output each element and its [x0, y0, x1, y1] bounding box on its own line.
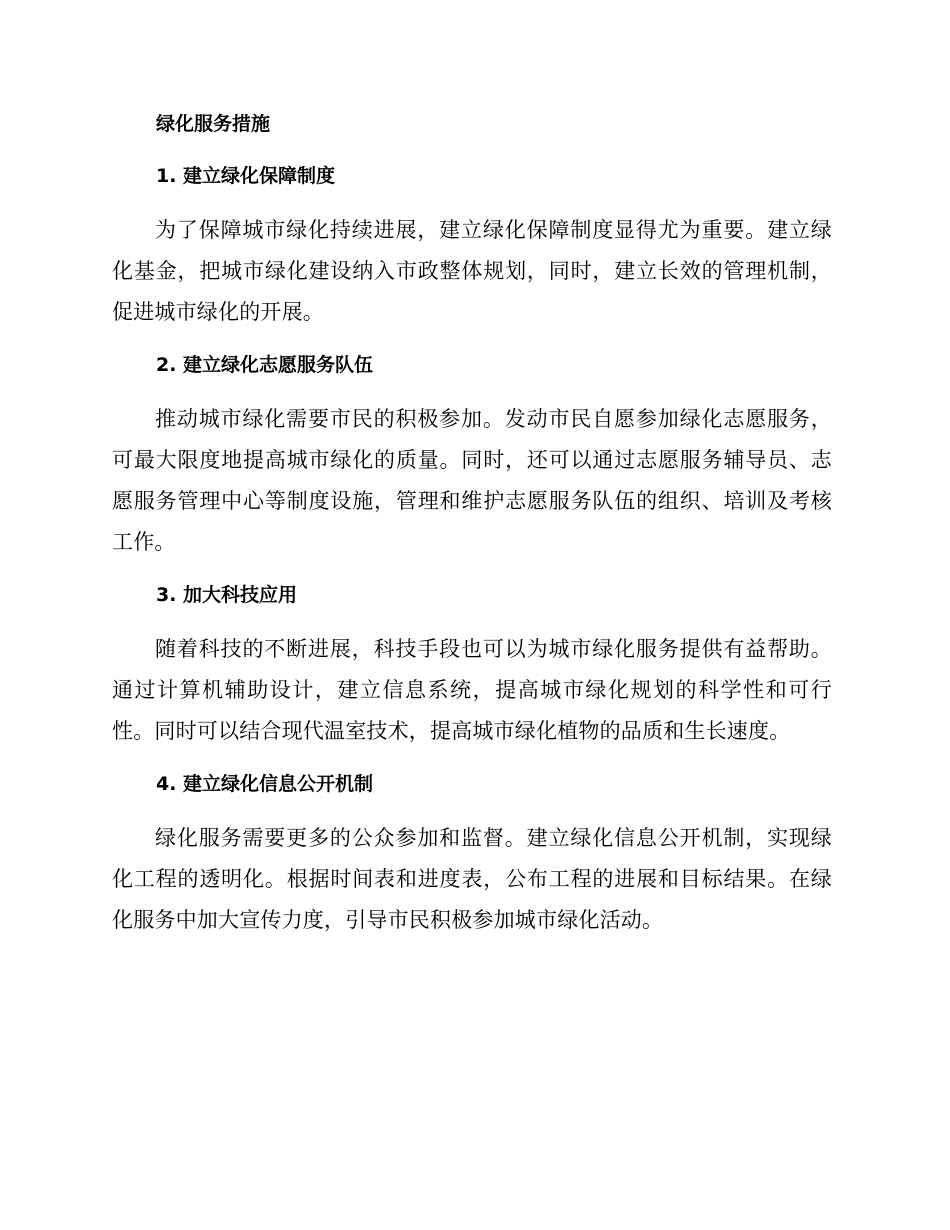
- section-paragraph-3: 随着科技的不断进展，科技手段也可以为城市绿化服务提供有益帮助。通过计算机辅助设计，建立信息系统，提高城市绿化规划的科学性和可行性。同时可以结合现代温室技术，提高城市绿化植物的品质和生长速度。: [112, 637, 832, 743]
- section-heading-1: 1. 建立绿化保障制度: [156, 165, 336, 187]
- section-paragraph-1: 为了保障城市绿化持续进展，建立绿化保障制度显得尤为重要。建立绿化基金，把城市绿化建设纳入市政整体规划，同时，建立长效的管理机制，促进城市绿化的开展。: [112, 218, 832, 324]
- section-paragraph-2: 推动城市绿化需要市民的积极参加。发动市民自愿参加绿化志愿服务，可最大限度地提高城市绿化的质量。同时，还可以通过志愿服务辅导员、志愿服务管理中心等制度设施，管理和维护志愿服务队伍的组织、培训及考核工作。: [112, 407, 832, 554]
- section-heading-4: 4. 建立绿化信息公开机制: [156, 773, 374, 795]
- section-heading-2: 2. 建立绿化志愿服务队伍: [156, 354, 374, 376]
- document-title: 绿化服务措施: [156, 113, 271, 135]
- document-content: [112, 104, 832, 953]
- section-heading-3: 3. 加大科技应用: [156, 584, 298, 606]
- section-paragraph-4: 绿化服务需要更多的公众参加和监督。建立绿化信息公开机制，实现绿化工程的透明化。根据时间表和进度表，公布工程的进展和目标结果。在绿化服务中加大宣传力度，引导市民积极参加城市绿化活动。: [112, 826, 832, 932]
